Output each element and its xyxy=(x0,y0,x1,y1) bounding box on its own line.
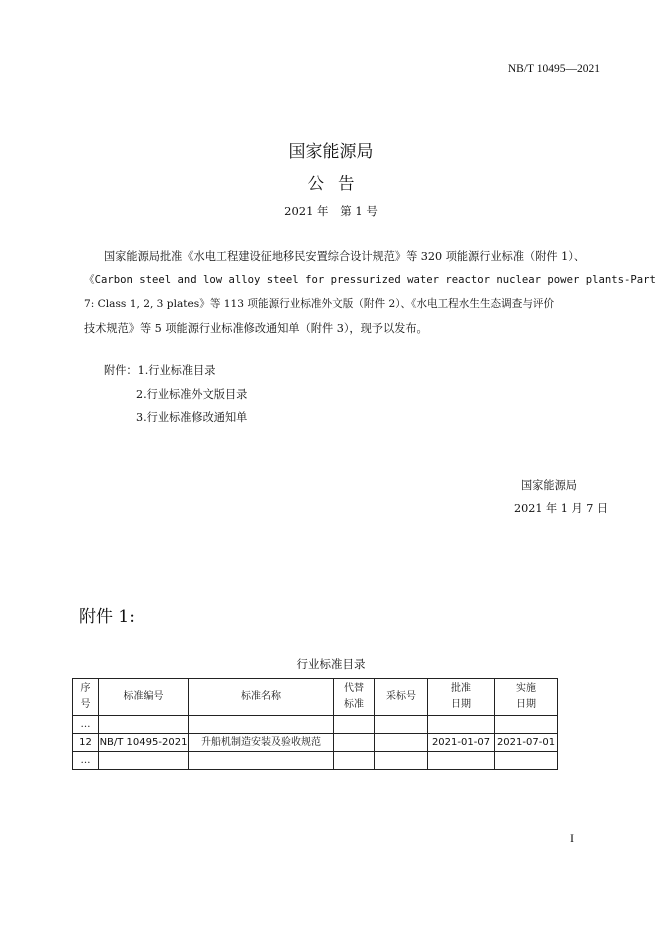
signature-date: 2021 年 1 月 7 日 xyxy=(514,502,609,515)
cell-standard-number xyxy=(99,752,189,770)
notice-issue-number: 第 1 号 xyxy=(340,204,378,218)
notice-year: 2021 年 xyxy=(284,204,329,218)
cell-seq: … xyxy=(73,752,99,770)
cell-replaced xyxy=(334,734,375,752)
cell-approval-date xyxy=(428,752,495,770)
attachment-item: 2.行业标准外文版目录 xyxy=(136,388,248,401)
signature-organization: 国家能源局 xyxy=(521,479,577,492)
body-paragraph-line-4: 技术规范》等 5 项能源行业标准修改通知单（附件 3），现予以发布。 xyxy=(84,322,428,335)
table-header-row xyxy=(73,679,558,716)
header-replaced-standard: 代替 标准 xyxy=(334,679,375,716)
table-row xyxy=(73,734,558,752)
header-standard-name: 标准名称 xyxy=(189,679,334,716)
attachment-item: 3.行业标准修改通知单 xyxy=(136,411,248,424)
cell-standard-number: NB/T 10495-2021 xyxy=(99,734,189,752)
standards-table xyxy=(72,678,558,770)
cell-seq: 12 xyxy=(73,734,99,752)
header-approval-date: 批准 日期 xyxy=(428,679,495,716)
attachment-list-first xyxy=(104,362,215,378)
cell-standard-name: 升船机制造安装及验收规范 xyxy=(189,734,334,752)
body-paragraph-line-2: 《Carbon steel and low alloy steel for pressurized water reactor nuclear power plants-Part xyxy=(84,274,656,286)
cell-replaced xyxy=(334,752,375,770)
cell-effective-date: 2021-07-01 xyxy=(495,734,558,752)
table-row xyxy=(73,752,558,770)
cell-effective-date xyxy=(495,752,558,770)
table-title: 行业标准目录 xyxy=(296,657,366,671)
cell-approval-date xyxy=(428,716,495,734)
notice-title: 公告 xyxy=(307,174,369,193)
attachment-item: 1.行业标准目录 xyxy=(137,364,216,377)
cell-effective-date xyxy=(495,716,558,734)
body-paragraph-line-1: 国家能源局批准《水电工程建设征地移民安置综合设计规范》等 320 项能源行业标准（附件 1）、 xyxy=(104,250,586,263)
cell-adopted xyxy=(375,752,428,770)
table-row xyxy=(73,716,558,734)
notice-number xyxy=(0,203,662,219)
cell-approval-date: 2021-01-07 xyxy=(428,734,495,752)
attachment-prefix: 附件： xyxy=(104,364,138,377)
cell-seq: … xyxy=(73,716,99,734)
cell-standard-name xyxy=(189,716,334,734)
cell-standard-name xyxy=(189,752,334,770)
agency-title: 国家能源局 xyxy=(288,142,374,162)
cell-adopted xyxy=(375,734,428,752)
document-code: NB/T 10495—2021 xyxy=(507,63,600,75)
header-adopted-number: 采标号 xyxy=(375,679,428,716)
cell-adopted xyxy=(375,716,428,734)
page-number: I xyxy=(570,831,574,845)
header-effective-date: 实施 日期 xyxy=(495,679,558,716)
header-standard-number: 标准编号 xyxy=(99,679,189,716)
annex-label: 附件 1: xyxy=(79,607,135,627)
cell-standard-number xyxy=(99,716,189,734)
body-paragraph-line-3: 7: Class 1, 2, 3 plates》等 113 项能源行业标准外文版（附件 2）、《水电工程水生生态调查与评价 xyxy=(84,298,555,310)
cell-replaced xyxy=(334,716,375,734)
header-seq: 序 号 xyxy=(73,679,99,716)
